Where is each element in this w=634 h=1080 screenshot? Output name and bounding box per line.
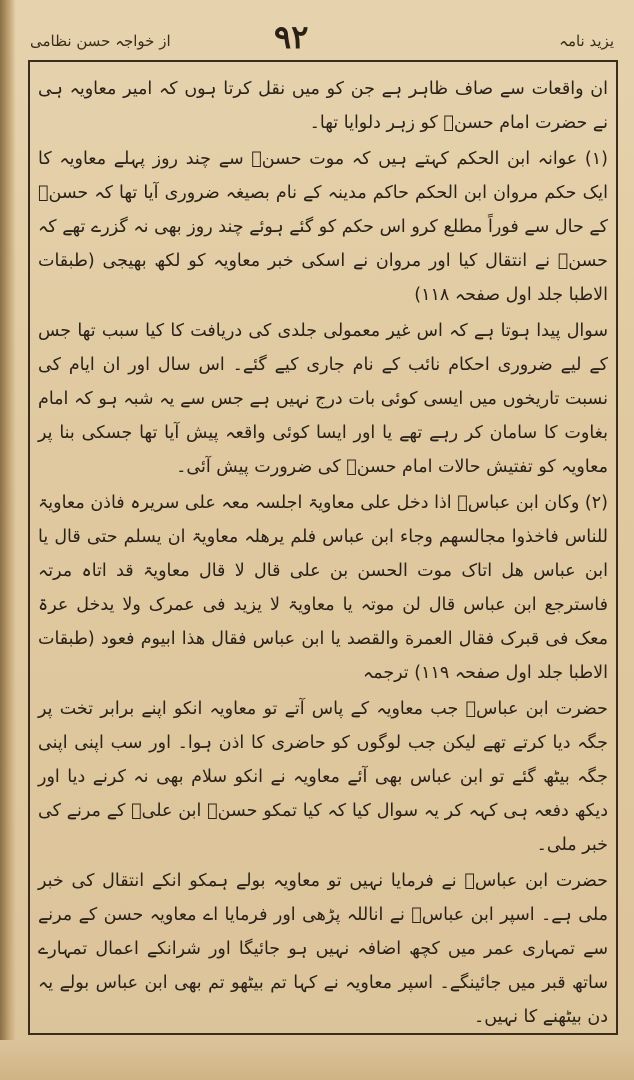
book-title: یزید نامہ bbox=[559, 32, 614, 50]
paragraph-intro: ان واقعات سے صاف ظاہر ہے جن کو میں نقل کرتا ہوں کہ امیر معاویہ ہی نے حضرت امام حسنؓ کو زہر دلوایا تھا۔ bbox=[38, 79, 608, 133]
page-bottom-edge bbox=[0, 1040, 634, 1080]
author-name: از خواجہ حسن نظامی bbox=[30, 32, 171, 50]
paragraph-narration-2-arabic: (۲) وکان ابن عباسؓ اذا دخل علی معاویۃ اجلسہ معہ علی سریرہ فاذن معاویۃ للناس فاخذوا مجالسھم وجاء ابن عباس فلم یرھلہ معاویۃ ان یسلم حتی قال یا ابن عباس ھل اتاک موت الحسن بن علی قال لا قال معاویۃ قد اتاہ مرتہ فاسترجع ابن عباس قال لن موتہ یا معاویۃ لا یزید فی عمرک ولا یدخل عرۃ معک فی قبرک فقال العمرة والقصد یا ابن عباس فقال ھذا ابیوم فعود (طبقات الاطبا جلد اول صفحہ ۱۱۹) ترجمہ bbox=[38, 493, 608, 683]
paragraph-question: سوال پیدا ہوتا ہے کہ اس غیر معمولی جلدی کی دریافت کا کیا سبب تھا جس کے لیے ضروری احکام نائب کے نام جاری کیے گئے۔ اس سال اور ان ایام کی نسبت تاریخوں میں ایسی کوئی بات درج نہیں ہے جس سے یہ شبہ ہو کہ امام بغاوت کا سامان کر رہے تھے یا اور ایسا کوئی واقعہ پیش آیا تھا جسکی بنا پر معاویہ کو تفتیش حالات امام حسنؓ کی ضرورت پیش آئی۔ bbox=[38, 321, 608, 477]
body-text bbox=[38, 72, 608, 1036]
paragraph-narration-1: (۱) عوانہ ابن الحکم کہتے ہیں کہ موت حسنؓ سے چند روز پہلے معاویہ کا ایک حکم مروان ابن الحکم حاکم مدینہ کے نام بصیغہ ضروری آیا تھا کہ حسنؓ کے حال سے فوراً مطلع کرو اس حکم کو گئے ہوئے چند روز بھی نہ گزرے تھے کہ حسنؓ نے انتقال کیا اور مروان نے اسکی خبر معاویہ کو لکھ بھیجی (طبقات الاطبا جلد اول صفحہ ۱۱۸) bbox=[38, 149, 608, 305]
binding-shadow bbox=[0, 0, 16, 1080]
page-number: ۹۲ bbox=[274, 18, 309, 56]
paragraph-translation-cont: حضرت ابن عباسؓ نے فرمایا نہیں تو معاویہ بولے ہمکو انکے انتقال کی خبر ملی ہے۔ اسپر ابن عباسؓ نے اناللہ پڑھی اور فرمایا اے معاویہ حسن کے مرنے سے تمہاری عمر میں کچھ اضافہ نہیں ہو جائیگا اور شرانکے اعمال تمہارے ساتھ قبر میں جائینگے۔ اسپر معاویہ نے کہا تم بیٹھو تم بھی ابن عباس بولے یہ دن بیٹھنے کا نہیں۔ bbox=[38, 871, 608, 1027]
paragraph-translation: حضرت ابن عباسؓ جب معاویہ کے پاس آتے تو معاویہ انکو اپنے برابر تخت پر جگہ دیا کرتے تھے لیکن جب لوگوں کو حاضری کا اذن ہوا۔ اور سب اپنی اپنی جگہ بیٹھ گئے تو ابن عباس بھی آئے معاویہ نے انکو سلام بھی نہ کرنے دیا اور دیکھ دفعہ ہی کہہ کر یہ سوال کیا کہ کیا تمکو حسنؓ ابن علیؓ کے مرنے کی خبر ملی۔ bbox=[38, 699, 608, 855]
page-header bbox=[24, 14, 620, 60]
